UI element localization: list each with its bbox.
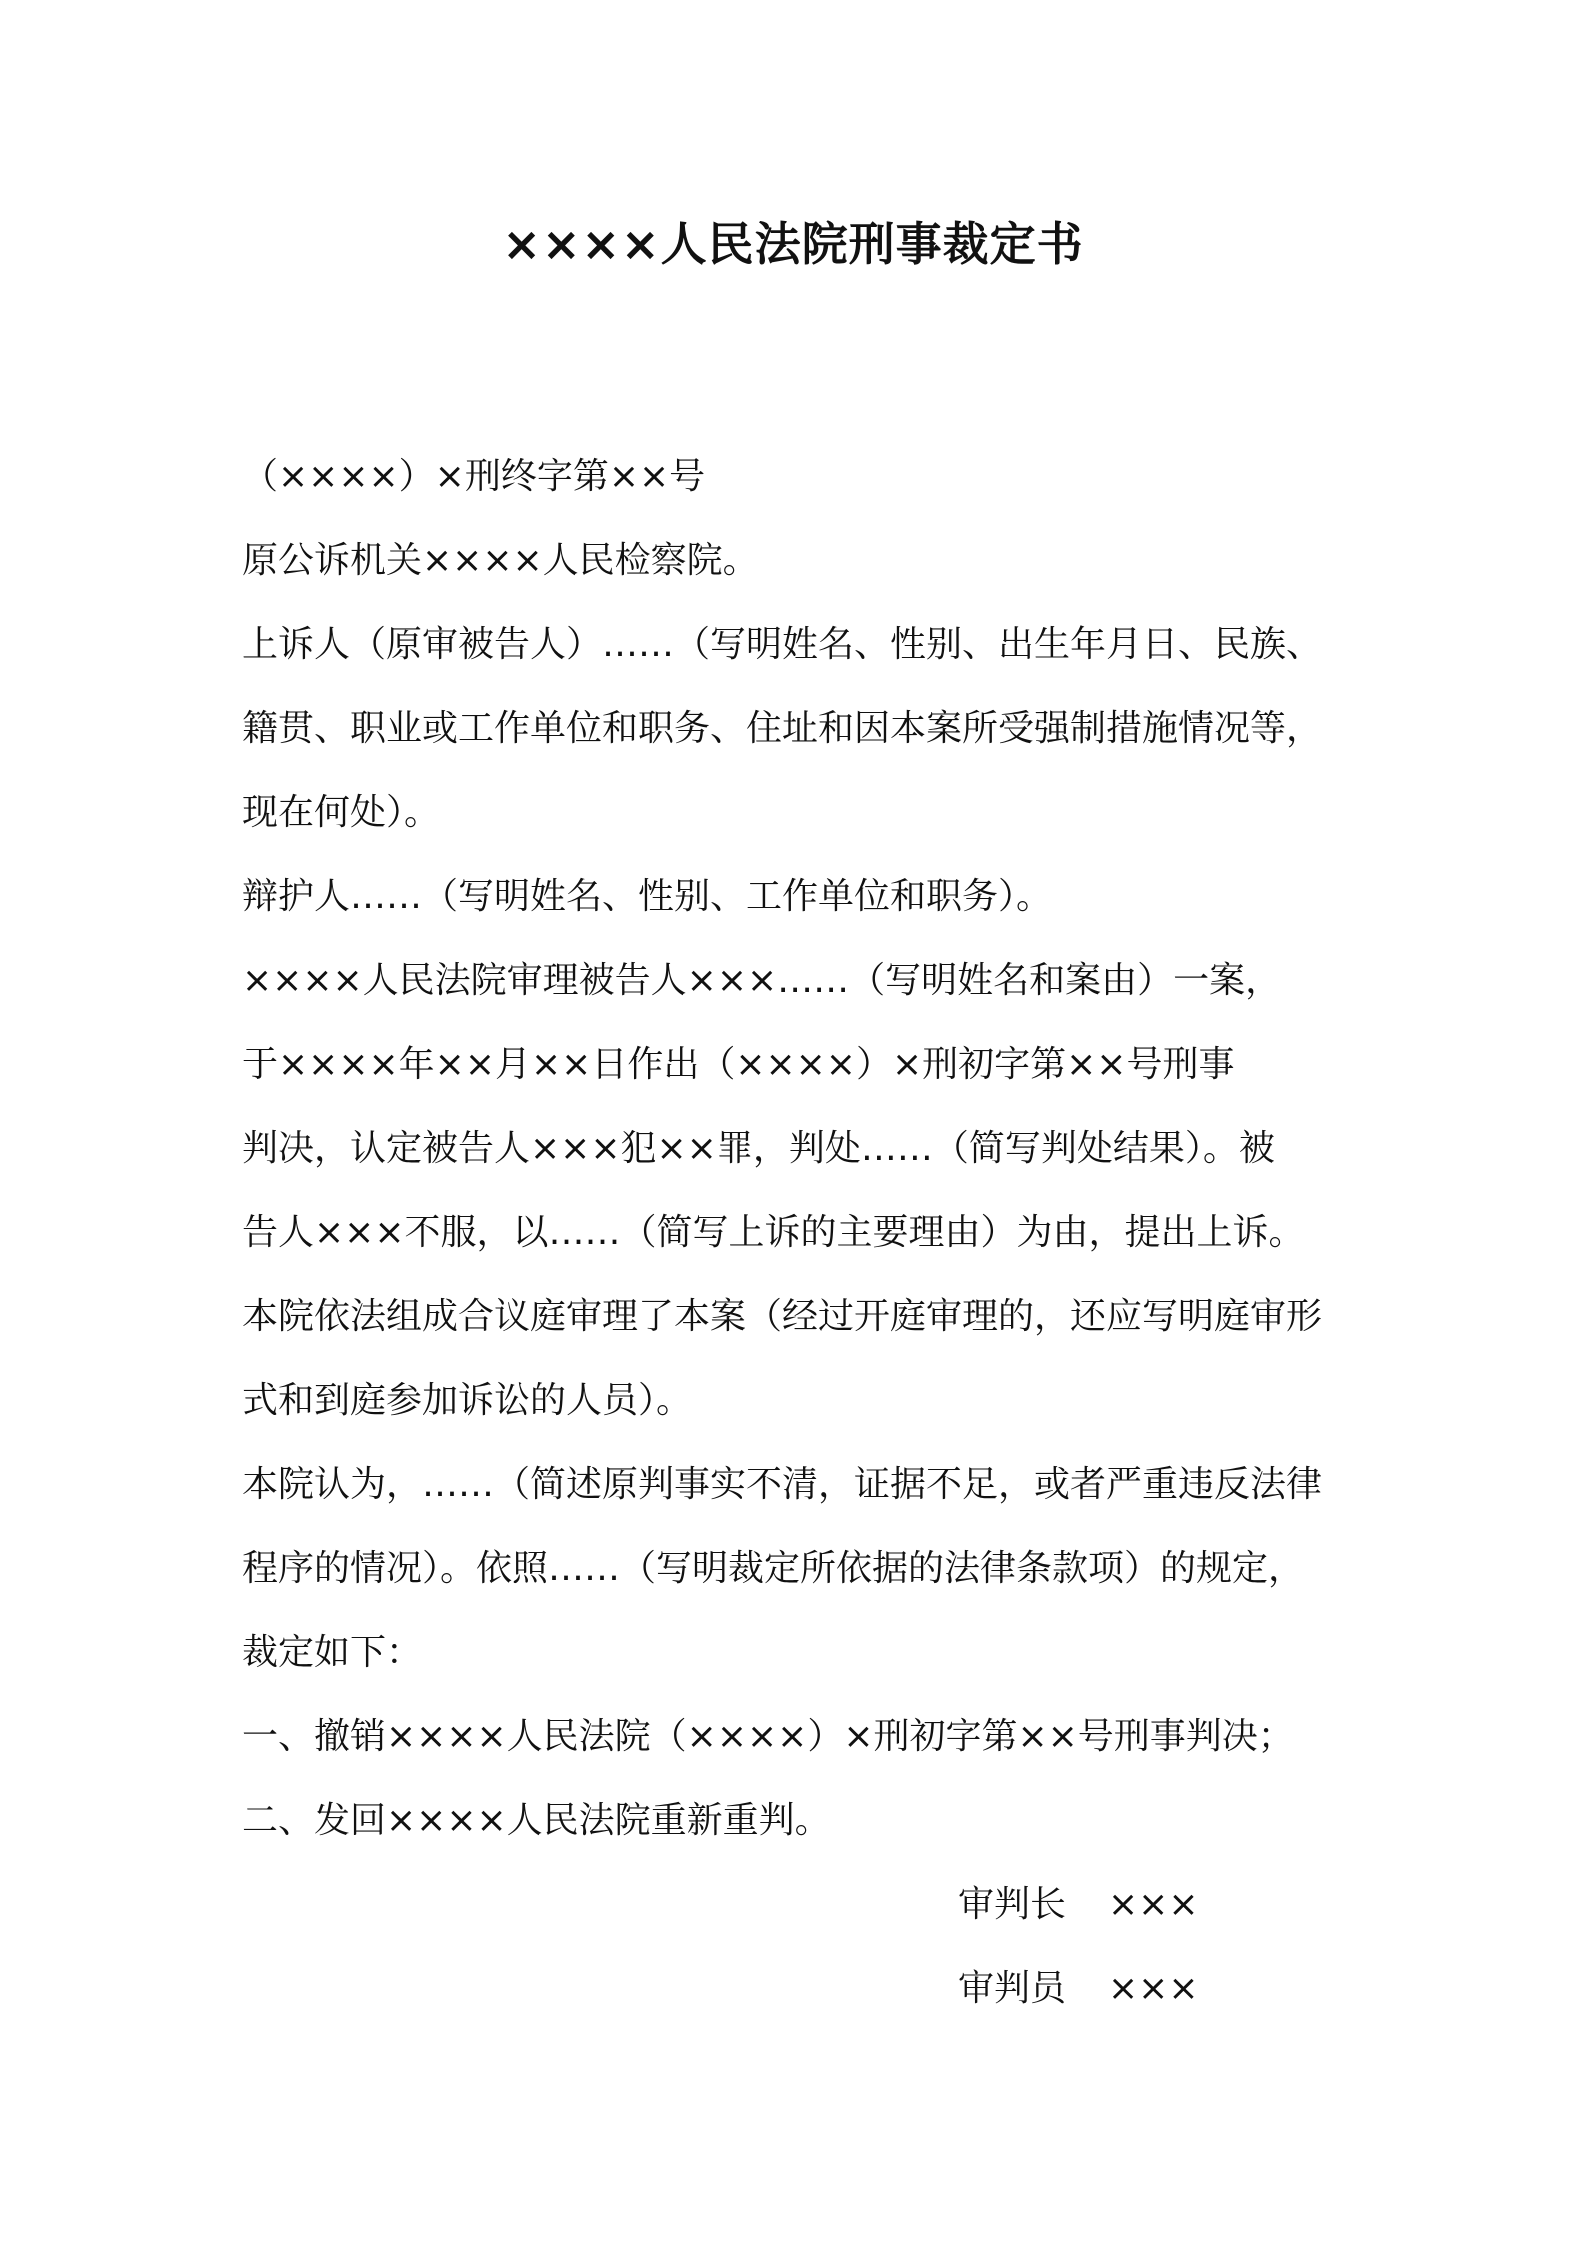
body-line: 上诉人（原审被告人）……（写明姓名、性别、出生年月日、民族、 (242, 624, 1323, 665)
body-line: 于××××年××月××日作出（××××）×刑初字第××号刑事 (242, 1044, 1235, 1085)
body-line: 现在何处）。 (242, 792, 441, 833)
signature-name: ××× (1108, 1884, 1199, 1925)
body-line: 程序的情况）。依照……（写明裁定所依据的法律条款项）的规定， (242, 1548, 1305, 1589)
ruling-item: 二、发回××××人民法院重新重判。 (242, 1800, 831, 1841)
signature-presiding-judge (958, 1880, 1199, 1930)
body-line: 告人×××不服，以……（简写上诉的主要理由）为由，提出上诉。 (242, 1212, 1305, 1253)
signature-role: 审判长 (958, 1884, 1067, 1925)
signature-judge (958, 1964, 1199, 2014)
signature-role: 审判员 (958, 1968, 1067, 2009)
body-line: ××××人民法院审理被告人×××……（写明姓名和案由）一案， (242, 960, 1282, 1001)
signature-name: ××× (1108, 1968, 1199, 2009)
body-line: 籍贯、职业或工作单位和职务、住址和因本案所受强制措施情况等， (242, 708, 1323, 749)
body-line: 辩护人……（写明姓名、性别、工作单位和职务）。 (242, 876, 1053, 917)
body-line: 式和到庭参加诉讼的人员）。 (242, 1380, 693, 1421)
case-number: （××××）×刑终字第××号 (242, 456, 706, 497)
body-line: 判决，认定被告人×××犯××罪，判处……（简写判处结果）。被 (242, 1128, 1275, 1169)
ruling-item: 一、撤销××××人民法院（××××）×刑初字第××号刑事判决； (242, 1716, 1294, 1757)
body-line: 本院认为，……（简述原判事实不清，证据不足，或者严重违反法律 (242, 1464, 1323, 1505)
body-line: 本院依法组成合议庭审理了本案（经过开庭审理的，还应写明庭审形 (242, 1296, 1323, 1337)
document-title: ××××人民法院刑事裁定书 (502, 217, 1084, 271)
body-line: 裁定如下： (242, 1632, 423, 1673)
body-line: 原公诉机关××××人民检察院。 (242, 540, 759, 581)
